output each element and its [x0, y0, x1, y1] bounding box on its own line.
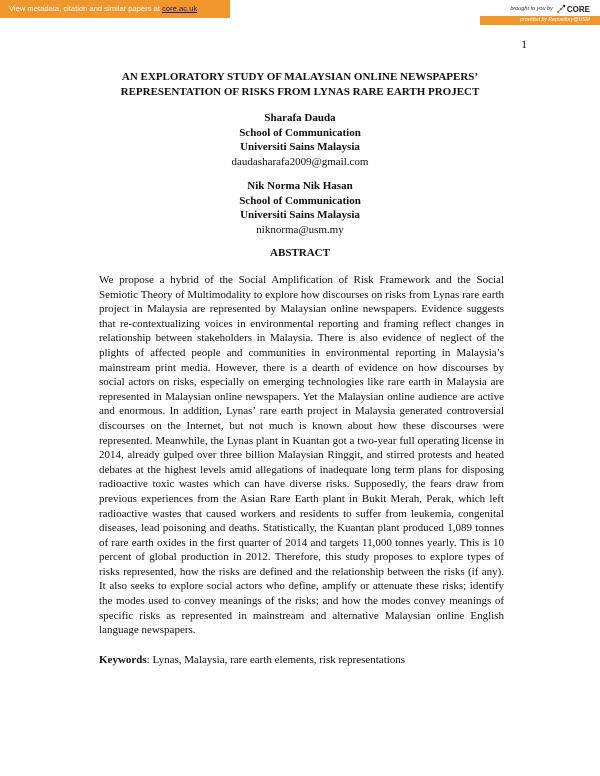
- author-university: Universiti Sains Malaysia: [240, 141, 360, 153]
- core-logo: [556, 4, 590, 14]
- abstract-body: We propose a hybrid of the Social Amplification of Risk Framework and the Social Semiotic Theory of Multimodality to explore how discourses on risks from Lynas rare earth project in Malaysia are represented by Malaysian online newspapers. Evidence suggests that re-contextualizing voices in environmental reporting and framing reflect changes in relationship between stakeholders in Malaysia. There is also evidence of neglect of the plights of affected people and communities in environmental reporting in Malaysia’s mainstream print media. However, there is a dearth of evidence on how discourses by social actors on risks, especially on emerging technologies like rare earth in Malaysia are represented in Malaysian online newspapers. Yet the Malaysian online audience are active and enormous. In addition, Lynas’ rare earth project in Malaysia generated controversial discourses on the Internet, but not much is known about how these discourses were represented. Meanwhile, the Lynas plant in Kuantan got a two-year full operating license in 2014, already gulped over three billion Malaysian Ringgit, and stirred protests and heated debates at the highest levels amid allegations of inadequate long term plans for disposing radioactive toxic wastes which can have diverse risks. Supposedly, the fears draw from previous experiences from the Asian Rare Earth plant in Bukit Merah, Perak, which left radioactive wastes that caused workers and residents to suffer from leukemia, congenital diseases, lead poisoning and deaths. Statistically, the Kuantan plant produced 1,089 tonnes of rare earth oxides in the first quarter of 2014 and targets 11,000 tonnes yearly. This is 10 percent of global production in 2012. Therefore, this study proposes to explore types of risks represented, how the risks are defined and the relationship between the risks (if any). It also seeks to explore social actors who define, amplify or attenuate these risks; identify the modes used to convey meanings of the risks; and how the modes convey meanings of specific risks as represented in mainstream and alternative Malaysian online English language newspapers.: [99, 274, 504, 637]
- author-department: School of Communication: [239, 126, 361, 139]
- author-name: Nik Norma Nik Hasan: [247, 180, 353, 192]
- core-brought-by[interactable]: [510, 3, 590, 15]
- brought-by-text: brought to you by: [510, 6, 553, 12]
- keywords: [99, 653, 504, 668]
- provided-by-bar[interactable]: provided by Repository@USM: [480, 16, 600, 25]
- title-line-2: REPRESENTATION OF RISKS FROM LYNAS RARE EARTH PROJECT: [120, 86, 480, 98]
- author-block-1: [100, 111, 500, 169]
- abstract-heading: ABSTRACT: [270, 247, 330, 259]
- author-email: daudasharafa2009@gmail.com: [231, 155, 369, 168]
- core-link[interactable]: core.ac.uk: [162, 4, 198, 13]
- core-brand: CORE: [566, 4, 590, 14]
- core-banner: [0, 0, 600, 23]
- author-block-2: [100, 179, 500, 237]
- core-metadata-text: View metadata, citation and similar papers at: [9, 4, 163, 13]
- paper-title: [60, 70, 540, 100]
- author-department: School of Communication: [239, 194, 361, 207]
- author-university: Universiti Sains Malaysia: [240, 209, 360, 221]
- page-number: 1: [521, 39, 527, 51]
- keywords-label: Keywords: [99, 654, 147, 666]
- core-logo-icon: [556, 4, 566, 14]
- keywords-list: : Lynas, Malaysia, rare earth elements, risk representations: [146, 654, 406, 666]
- author-name: Sharafa Dauda: [264, 112, 336, 124]
- title-line-1: AN EXPLORATORY STUDY OF MALAYSIAN ONLINE NEWSPAPERS’: [121, 71, 479, 83]
- author-email: niknorma@usm.my: [256, 223, 344, 236]
- core-metadata-bar[interactable]: [0, 0, 230, 18]
